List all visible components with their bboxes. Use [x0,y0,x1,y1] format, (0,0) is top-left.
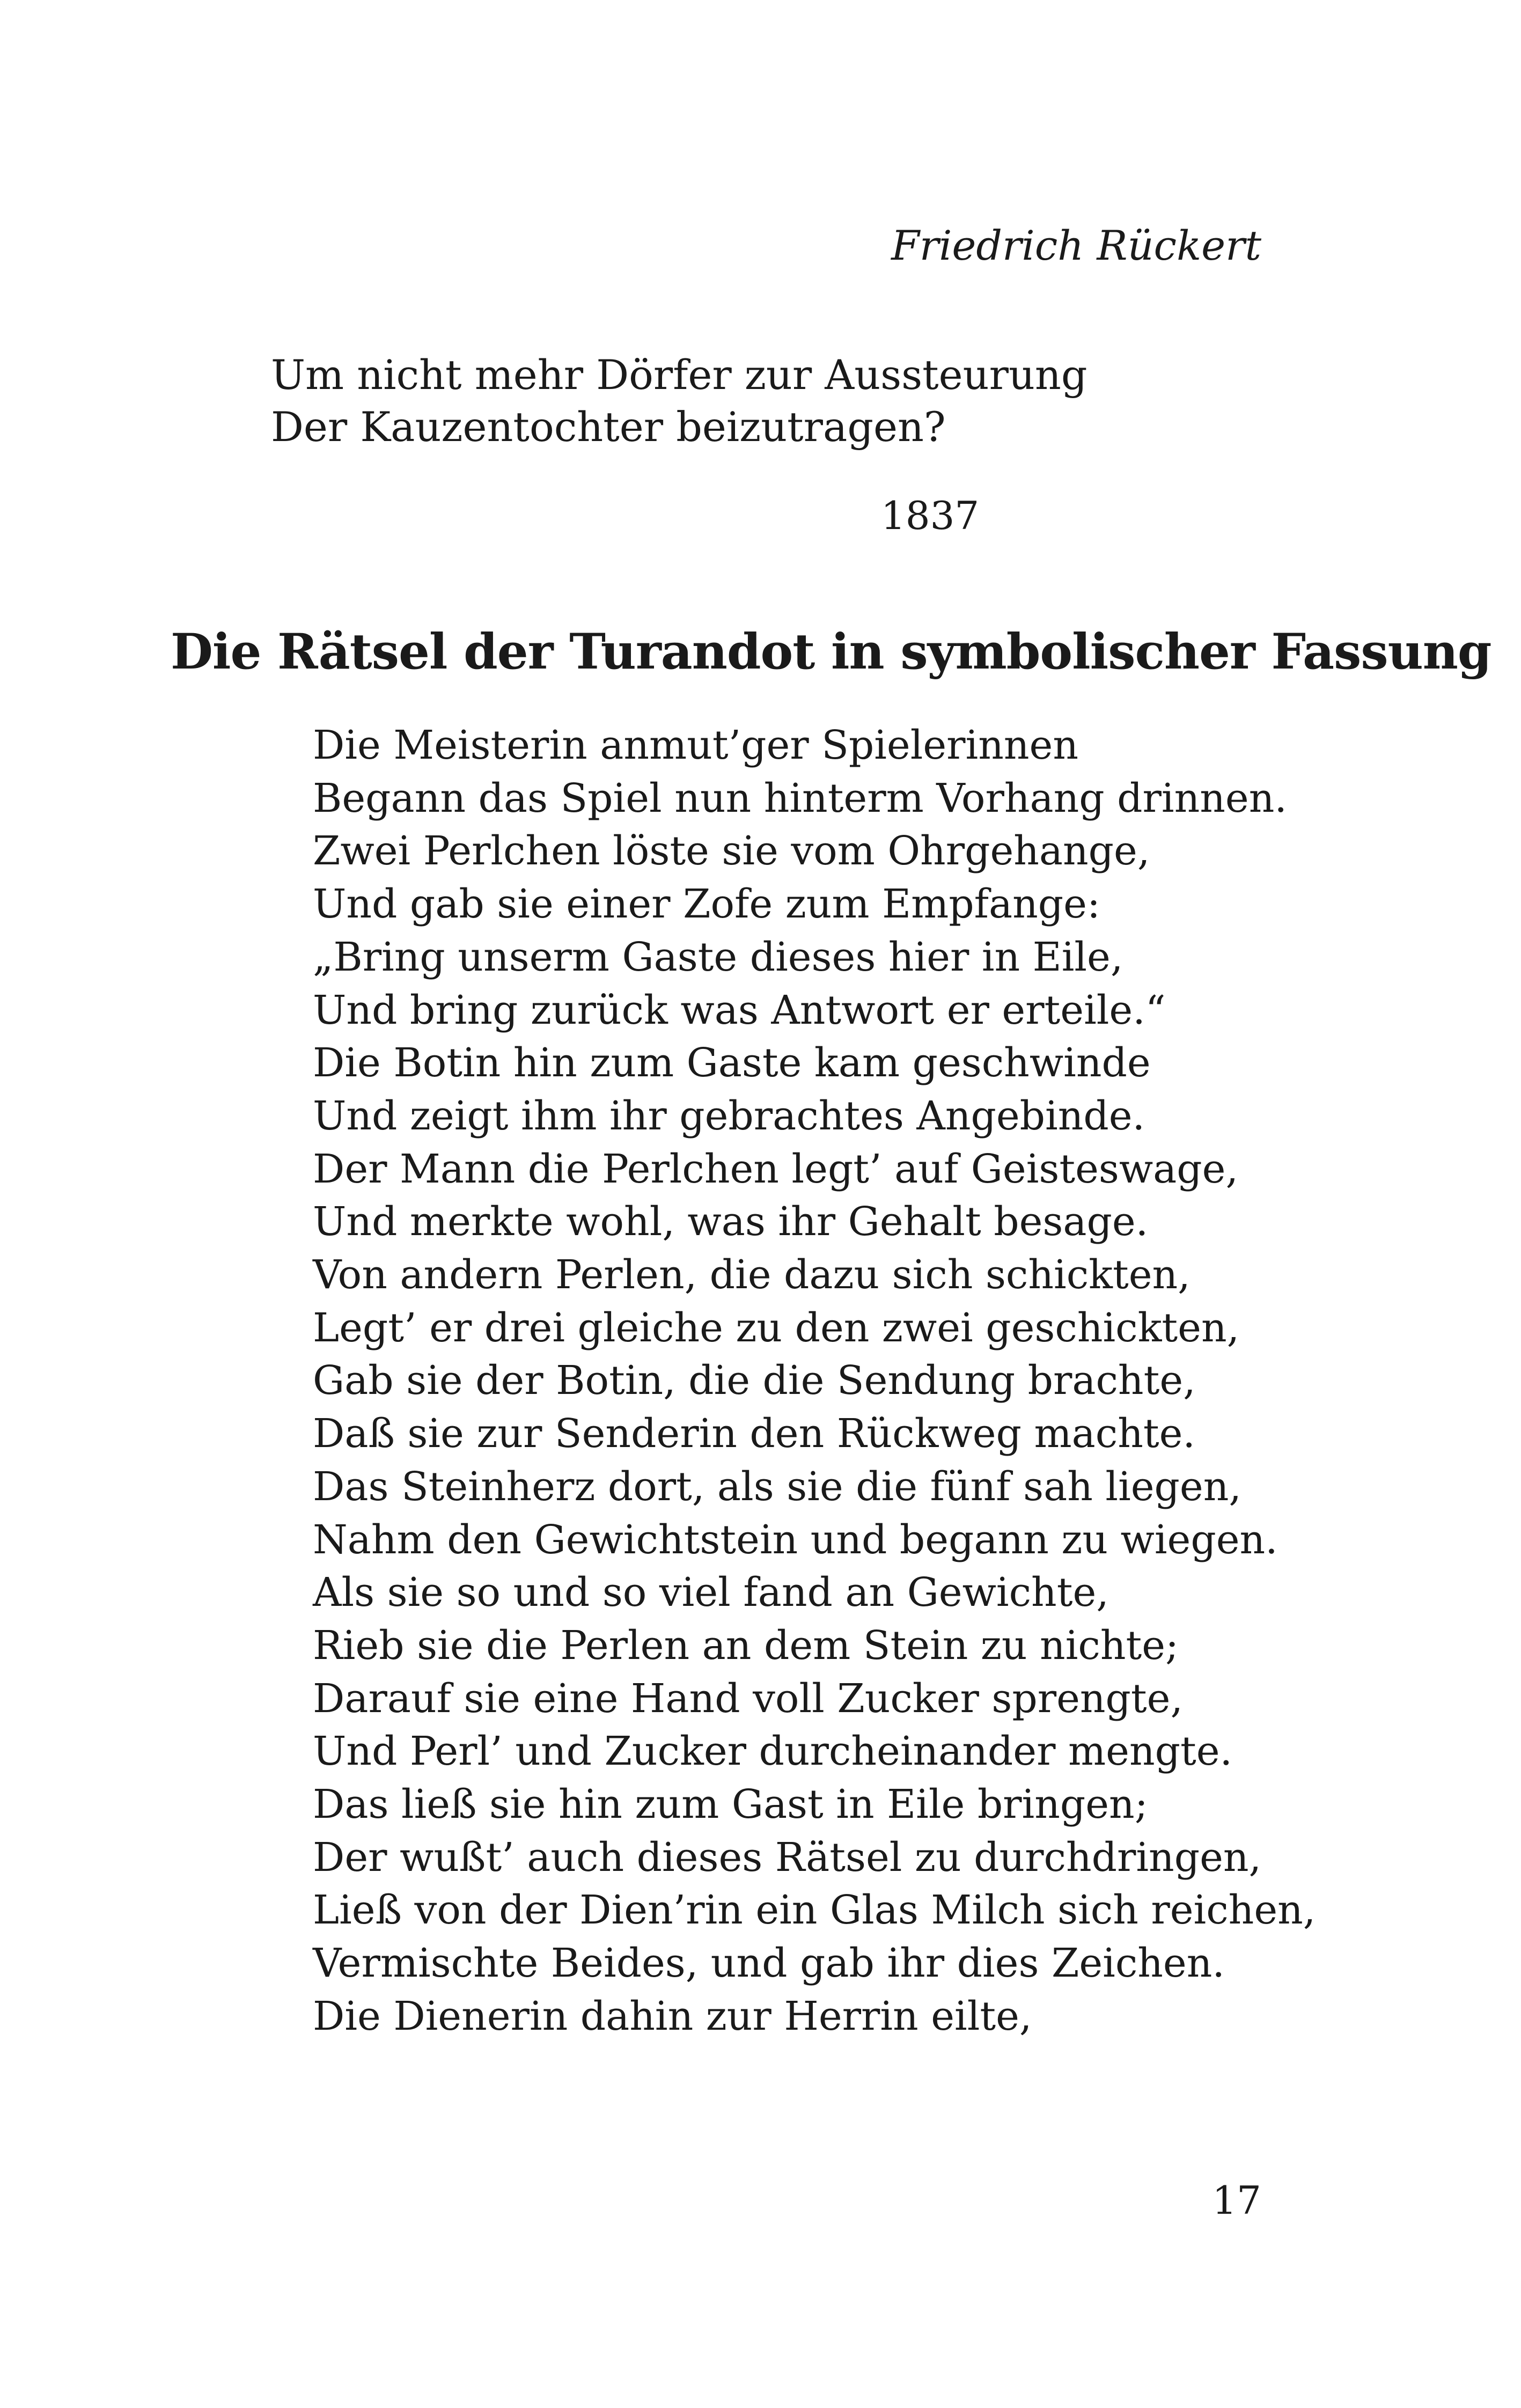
poem-line: Von andern Perlen, die dazu sich schickten, [313,1252,1191,1298]
previous-poem-ending [271,349,1087,453]
running-head-author: Friedrich Rückert [891,222,1261,269]
poem-line: Gab sie der Botin, die die Sendung brachte, [313,1357,1196,1404]
poem-line: Und zeigt ihm ihr gebrachtes Angebinde. [313,1092,1145,1139]
previous-poem-line: Um nicht mehr Dörfer zur Aussteurung [271,351,1088,399]
poem-line: Darauf sie eine Hand voll Zucker sprengte, [313,1675,1183,1722]
poem-line: Und bring zurück was Antwort er erteile.“ [313,987,1166,1033]
poem-body [313,719,1316,2043]
poem-line: Das ließ sie hin zum Gast in Eile bringen; [313,1781,1148,1828]
poem-line: Begann das Spiel nun hinterm Vorhang drinnen. [313,775,1287,821]
page-number: 17 [1212,2178,1261,2223]
poem-line: Und Perl’ und Zucker durcheinander mengte. [313,1728,1233,1775]
previous-poem-line: Der Kauzentochter beizutragen? [271,403,946,451]
poem-line: Daß sie zur Senderin den Rückweg machte. [313,1411,1195,1457]
poem-line: Als sie so und so viel fand an Gewichte, [313,1569,1109,1616]
poem-line: Die Botin hin zum Gaste kam geschwinde [313,1040,1151,1086]
poem-line: Der wußt’ auch dieses Rätsel zu durchdringen, [313,1834,1262,1881]
poem-line: Und gab sie einer Zofe zum Empfange: [313,881,1100,928]
poem-line: Die Meisterin anmut’ger Spielerinnen [313,722,1078,768]
poem-line: Vermischte Beides, und gab ihr dies Zeichen. [313,1940,1225,1987]
poem-line: Zwei Perlchen löste sie vom Ohrgehange, [313,828,1150,875]
poem-line: Rieb sie die Perlen an dem Stein zu nichte; [313,1622,1179,1669]
poem-line: Der Mann die Perlchen legt’ auf Geisteswage, [313,1146,1238,1192]
poem-line: Die Dienerin dahin zur Herrin eilte, [313,1993,1032,2039]
poem-line: Ließ von der Dien’rin ein Glas Milch sich reichen, [313,1887,1316,1934]
poem-line: Nahm den Gewichtstein und begann zu wiegen. [313,1516,1278,1563]
poem-line: Und merkte wohl, was ihr Gehalt besage. [313,1199,1149,1245]
poem-line: Das Steinherz dort, als sie die fünf sah liegen, [313,1463,1241,1510]
poem-line: „Bring unserm Gaste dieses hier in Eile, [313,934,1123,980]
poem-date: 1837 [881,493,980,538]
poem-line: Legt’ er drei gleiche zu den zwei geschickten, [313,1304,1240,1351]
poem-title: Die Rätsel der Turandot in symbolischer Fassung [171,623,1491,680]
